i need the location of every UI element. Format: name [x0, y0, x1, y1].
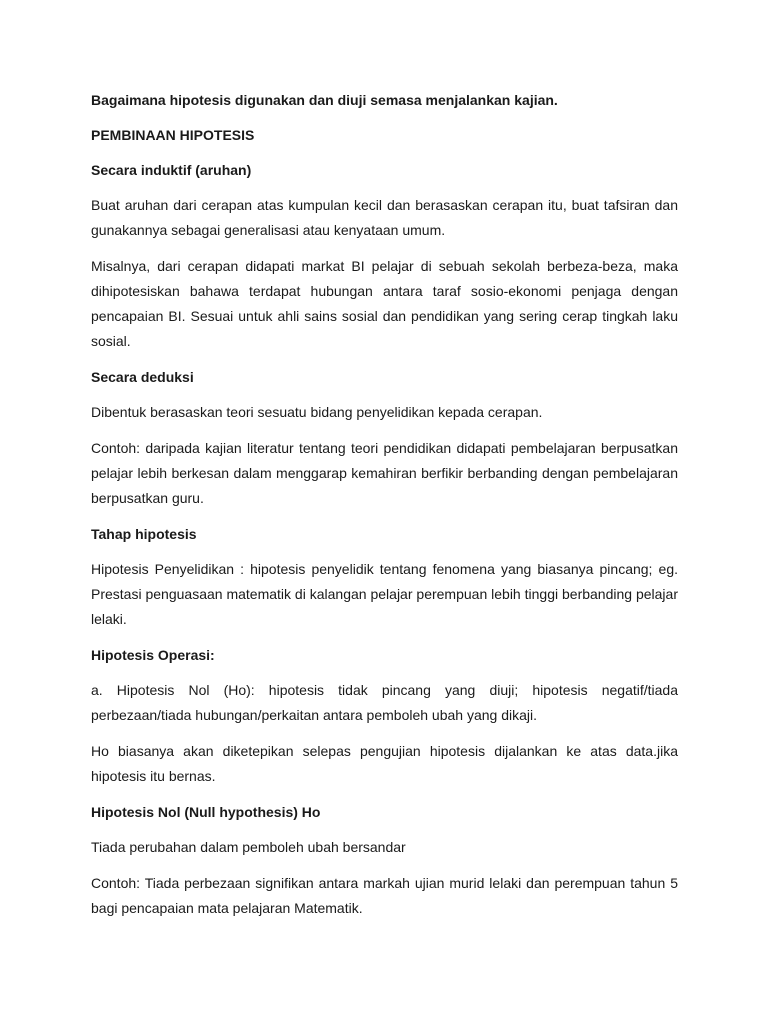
heading-pembinaan-hipotesis: PEMBINAAN HIPOTESIS: [91, 127, 255, 143]
heading-secara-induktif: Secara induktif (aruhan): [91, 162, 252, 178]
heading-secara-deduksi: Secara deduksi: [91, 369, 194, 385]
paragraph-ho-biasanya: Ho biasanya akan diketepikan selepas pengujian hipotesis dijalankan ke atas data.jika hipotesis itu bernas.: [91, 743, 678, 784]
document-page: [91, 88, 678, 932]
paragraph-contoh-nol: Contoh: Tiada perbezaan signifikan antara markah ujian murid lelaki dan perempuan tahun 5 bagi pencapaian mata pelajaran Matematik.: [91, 875, 678, 916]
paragraph-misalnya: Misalnya, dari cerapan didapati markat BI pelajar di sebuah sekolah berbeza-beza, maka dihipotesiskan bahawa terdapat hubungan antara taraf sosio-ekonomi penjaga dengan pencapaian BI. Sesuai untuk ahli sains sosial dan pendidikan yang sering cerap tingkah laku sosial.: [91, 258, 678, 349]
paragraph-contoh-deduksi: Contoh: daripada kajian literatur tentang teori pendidikan didapati pembelajaran berpusatkan pelajar lebih berkesan dalam menggarap kemahiran berfikir berbanding dengan pembelajaran berpusatkan guru.: [91, 440, 678, 506]
heading-hipotesis-operasi: Hipotesis Operasi:: [91, 647, 215, 663]
paragraph-hipotesis-penyelidikan: Hipotesis Penyelidikan : hipotesis penyelidik tentang fenomena yang biasanya pincang; eg. Prestasi penguasaan matematik di kalangan pelajar perempuan lebih tinggi berbanding pelajar lelaki.: [91, 561, 678, 627]
document-title: Bagaimana hipotesis digunakan dan diuji semasa menjalankan kajian.: [91, 92, 558, 108]
heading-tahap-hipotesis: Tahap hipotesis: [91, 526, 197, 542]
paragraph-tiada-perubahan: Tiada perubahan dalam pemboleh ubah bersandar: [91, 839, 406, 855]
paragraph-hipotesis-nol-a: a. Hipotesis Nol (Ho): hipotesis tidak pincang yang diuji; hipotesis negatif/tiada perbezaan/tiada hubungan/perkaitan antara pemboleh ubah yang dikaji.: [91, 682, 678, 723]
paragraph-aruhan: Buat aruhan dari cerapan atas kumpulan kecil dan berasaskan cerapan itu, buat tafsiran dan gunakannya sebagai generalisasi atau kenyataan umum.: [91, 197, 678, 238]
heading-hipotesis-nol: Hipotesis Nol (Null hypothesis) Ho: [91, 804, 321, 820]
paragraph-dibentuk: Dibentuk berasaskan teori sesuatu bidang penyelidikan kepada cerapan.: [91, 404, 543, 420]
